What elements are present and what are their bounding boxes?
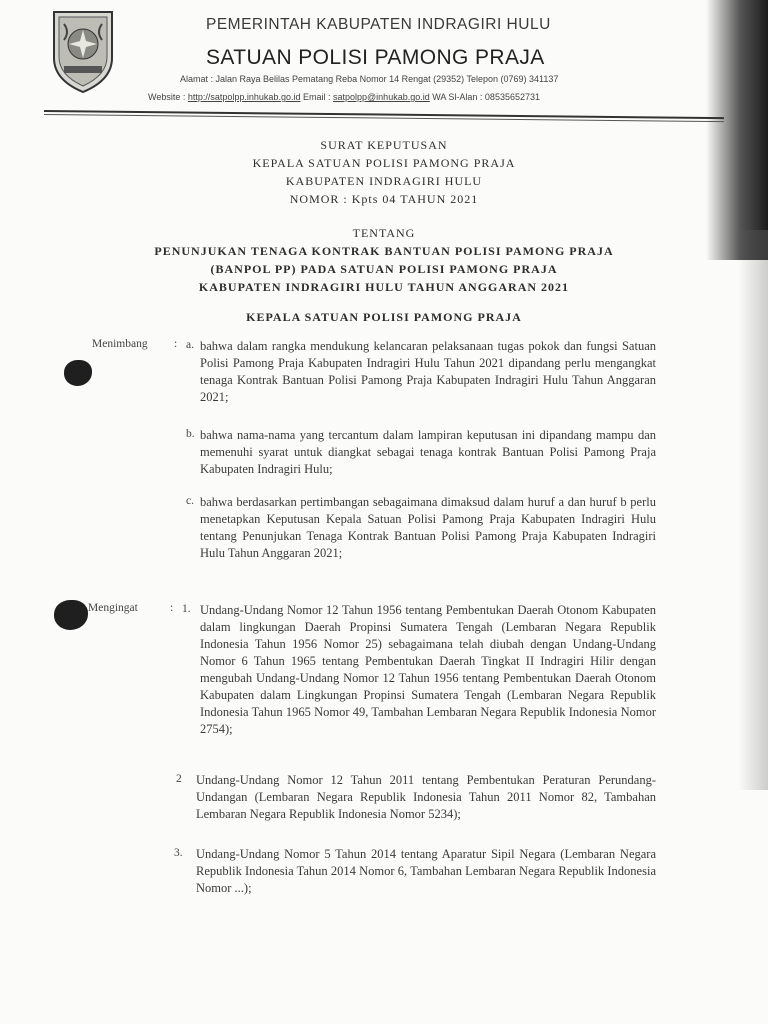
mengingat-colon: : — [170, 602, 174, 614]
ink-blot — [64, 360, 92, 386]
mengingat-text-2: Undang-Undang Nomor 12 Tahun 2011 tentang Pembentukan Peraturan Perundang-Undangan (Lembaran Negara Republik Indonesia Tahun 2011 Nomor 82, Tambahan Lembaran Negara Republik Indonesia Nomor 5234); — [196, 773, 656, 821]
menimbang-text-b: bahwa nama-nama yang tercantum dalam lampiran keputusan ini dipandang mampu dan memenuhi syarat untuk diangkat sebagai tenaga kontrak Bantuan Polisi Pamong Praja Kabupaten Indragiri Hulu; — [200, 428, 656, 476]
menimbang-mark-c: c. — [186, 495, 194, 507]
letterhead-contact — [148, 92, 540, 102]
subject-line-3: KABUPATEN INDRAGIRI HULU TAHUN ANGGARAN 2021 — [198, 280, 570, 294]
letterhead-agency: SATUAN POLISI PAMONG PRAJA — [206, 46, 545, 69]
menimbang-text-c: bahwa berdasarkan pertimbangan sebagaimana dimaksud dalam huruf a dan huruf b perlu menetapkan Keputusan Kepala Satuan Polisi Pamong Praja Kabupaten Indragiri Hulu tentang Penunjukan Tenaga Kontrak Bantuan Polisi Pamong Praja Kabupaten Indragiri Hulu Tahun Anggaran 2021; — [200, 495, 656, 560]
mengingat-mark-3: 3. — [174, 847, 183, 859]
ink-blot-2 — [54, 600, 88, 630]
website-link[interactable]: http://satpolpp.inhukab.go.id — [187, 92, 301, 102]
menimbang-mark-a: a. — [186, 339, 194, 351]
menimbang-label: Menimbang — [92, 338, 148, 350]
email-label: Email : — [302, 92, 331, 102]
subject-line-2: (BANPOL PP) PADA SATUAN POLISI PAMONG PRAJA — [210, 262, 558, 276]
mengingat-text-1: Undang-Undang Nomor 12 Tahun 1956 tentang Pembentukan Daerah Otonom Kabupaten dalam lingkungan Daerah Propinsi Sumatera Tengah (Lembaran Negara Republik Indonesia Tahun 1956 Nomor 25) sebagaimana telah diubah dengan Undang-Undang Nomor 6 Tahun 1965 tentang Pembentukan Daerah Tingkat II Indragiri Hilir dengan mengubah Undang-Undang Nomor 12 Tahun 1956 tentang Pembentukan Daerah Otonom Kabupaten dalam Lingkungan Propinsi Sumatera Tengah (Lembaran Negara Republik Indonesia Tahun 1965 Nomor 49, Tambahan Lembaran Negara Republik Indonesia Nomor 2754); — [200, 603, 656, 736]
letterhead-address: Alamat : Jalan Raya Belilas Pematang Reba Nomor 14 Rengat (29352) Telepon (0769) 341137 — [180, 74, 559, 84]
mengingat-text-3: Undang-Undang Nomor 5 Tahun 2014 tentang Aparatur Sipil Negara (Lembaran Negara Republik Indonesia Tahun 2014 Nomor 6, Tambahan Lembaran Negara Republik Indonesia Nomor ...); — [196, 847, 656, 895]
subject-heading: TENTANG — [352, 226, 416, 240]
menimbang-item-a — [200, 338, 656, 406]
menimbang-item-c — [200, 494, 656, 562]
letterhead-government: PEMERINTAH KABUPATEN INDRAGIRI HULU — [206, 16, 551, 33]
decree-region: KABUPATEN INDRAGIRI HULU — [285, 174, 483, 188]
menimbang-item-b — [200, 427, 656, 478]
mengingat-label: Mengingat — [88, 602, 138, 614]
subject-line-1: PENUNJUKAN TENAGA KONTRAK BANTUAN POLISI PAMONG PRAJA — [154, 244, 614, 258]
website-label: Website : — [148, 92, 186, 102]
decree-issuer: KEPALA SATUAN POLISI PAMONG PRAJA — [252, 156, 516, 170]
regency-crest-icon — [50, 8, 116, 94]
menimbang-colon: : — [174, 338, 178, 350]
mengingat-item-2 — [196, 772, 656, 823]
mengingat-mark-2: 2 — [176, 773, 182, 785]
mengingat-item-1 — [200, 602, 656, 738]
mengingat-mark-1: 1. — [182, 603, 191, 615]
whatsapp-number: WA Sl-Alan : 08535652731 — [432, 92, 540, 102]
signatory-heading: KEPALA SATUAN POLISI PAMONG PRAJA — [246, 310, 522, 324]
mengingat-item-3 — [196, 846, 656, 897]
email-link[interactable]: satpolpp@inhukab.go.id — [333, 92, 430, 102]
menimbang-mark-b: b. — [186, 428, 195, 440]
decree-type: SURAT KEPUTUSAN — [320, 138, 448, 152]
menimbang-text-a: bahwa dalam rangka mendukung kelancaran pelaksanaan tugas pokok dan fungsi Satuan Polisi Pamong Praja Kabupaten Indragiri Hulu Tahun 2021 dipandang perlu mengangkat tenaga Kontrak Bantuan Polisi Pamong Praja Kabupaten Indragiri Hulu Tahun Anggaran 2021; — [200, 339, 656, 404]
scan-shadow — [706, 0, 768, 260]
decree-number: NOMOR : Kpts 04 TAHUN 2021 — [289, 192, 479, 206]
